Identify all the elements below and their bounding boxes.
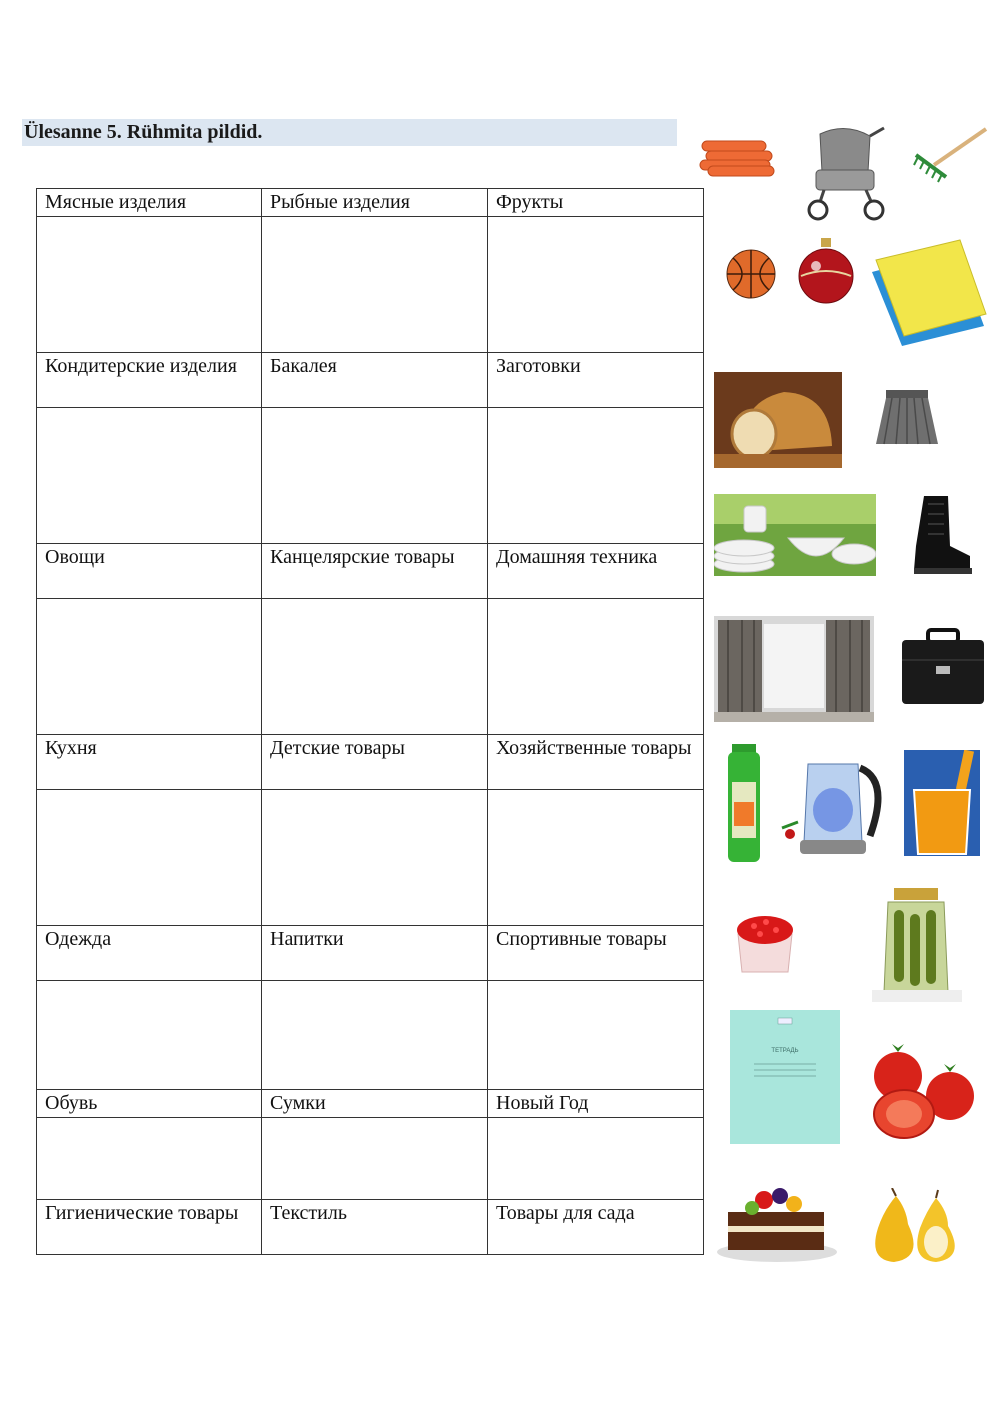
drop-cell[interactable] [37,408,262,544]
curtains-picture[interactable] [714,616,874,722]
shampoo-picture[interactable] [724,742,764,866]
christmas-ornament-picture[interactable] [796,236,856,306]
drop-cell[interactable] [262,1118,488,1200]
drop-cell[interactable] [37,790,262,926]
category-label: Фрукты [488,189,704,217]
drop-cell[interactable] [488,981,704,1090]
pleated-skirt-picture[interactable] [872,386,942,448]
drop-row [37,981,704,1090]
category-label: Гигиенические товары [37,1200,262,1255]
category-table [36,188,704,1255]
header-row [37,1200,704,1255]
category-label: Одежда [37,926,262,981]
red-caviar-picture[interactable] [732,906,798,978]
task-title: Ülesanne 5. Rühmita pildid. [24,121,263,143]
sausages-picture[interactable] [698,138,778,178]
category-label: Домашняя техника [488,544,704,599]
basketball-picture[interactable] [724,248,778,300]
electric-kettle-picture[interactable] [778,750,892,862]
category-label: Заготовки [488,353,704,408]
task-title-bar [22,119,677,146]
category-label: Хозяйственные товары [488,735,704,790]
header-row [37,353,704,408]
dishes-picture[interactable] [714,494,876,576]
category-label: Новый Год [488,1090,704,1118]
drop-row [37,408,704,544]
category-label: Напитки [262,926,488,981]
drop-row [37,217,704,353]
drop-cell[interactable] [262,599,488,735]
tomatoes-picture[interactable] [866,1038,976,1142]
drop-cell[interactable] [37,217,262,353]
drop-row [37,790,704,926]
header-row [37,926,704,981]
header-row [37,544,704,599]
drop-cell[interactable] [488,217,704,353]
category-label: Сумки [262,1090,488,1118]
category-label: Рыбные изделия [262,189,488,217]
drop-cell[interactable] [262,981,488,1090]
notebook-label: ТЕТРАДЬ [771,1048,799,1054]
drop-cell[interactable] [262,408,488,544]
category-label: Мясные изделия [37,189,262,217]
drop-cell[interactable] [37,599,262,735]
category-label: Текстиль [262,1200,488,1255]
drop-row [37,599,704,735]
notebook-picture[interactable] [730,1010,840,1144]
category-label: Кухня [37,735,262,790]
category-label: Спортивные товары [488,926,704,981]
drop-cell[interactable] [488,1118,704,1200]
category-label: Кондитерские изделия [37,353,262,408]
rake-picture[interactable] [910,125,990,185]
orange-juice-picture[interactable] [904,750,980,856]
sponge-cloths-picture[interactable] [868,236,990,348]
category-label: Овощи [37,544,262,599]
drop-cell[interactable] [488,408,704,544]
boot-picture[interactable] [904,488,976,584]
category-label: Детские товары [262,735,488,790]
pears-picture[interactable] [864,1188,968,1266]
category-label: Обувь [37,1090,262,1118]
drop-cell[interactable] [488,599,704,735]
cake-picture[interactable] [714,1178,840,1264]
header-row [37,735,704,790]
category-label: Канцелярские товары [262,544,488,599]
drop-cell[interactable] [262,790,488,926]
drop-cell[interactable] [262,217,488,353]
drop-cell[interactable] [488,790,704,926]
category-label: Товары для сада [488,1200,704,1255]
baby-stroller-picture[interactable] [800,124,888,222]
bread-loaf-picture[interactable] [714,372,842,468]
drop-cell[interactable] [37,981,262,1090]
drop-cell[interactable] [37,1118,262,1200]
header-row [37,1090,704,1118]
pickle-jar-picture[interactable] [872,884,962,1002]
drop-row [37,1118,704,1200]
briefcase-picture[interactable] [898,626,988,710]
category-label: Бакалея [262,353,488,408]
header-row [37,189,704,217]
